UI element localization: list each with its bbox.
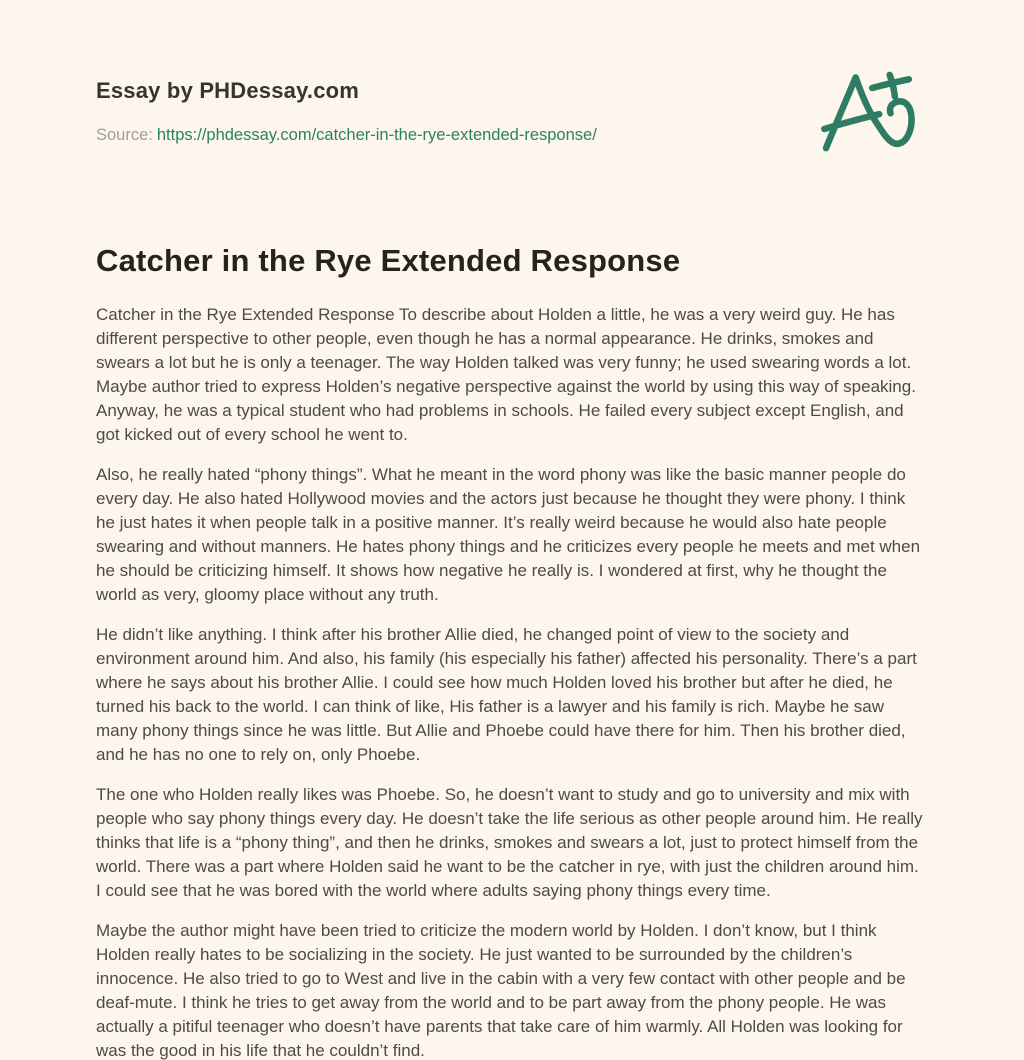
essay-paragraph-2: Also, he really hated “phony things”. What he meant in the word phony was like the basic manner people do every day. He also hated Hollywood movies and the actors just because he thought they were phony. I think he just hates it when people talk in a positive manner. It’s really weird because he would also hate people swearing and without manners. He hates phony things and he criticizes every people he meets and met when he should be criticizing himself. It shows how negative he really is. I wondered at first, why he thought the world as very, gloomy place without any truth. — [96, 465, 921, 604]
header-text-block — [96, 78, 597, 145]
source-url-link[interactable]: https://phdessay.com/catcher-in-the-rye-extended-response/ — [156, 126, 597, 144]
phdessay-logo — [806, 62, 928, 168]
essay-paragraph-4: The one who Holden really likes was Phoebe. So, he doesn’t want to study and go to university and mix with people who say phony things every day. He doesn’t take the life serious as other people around him. He really thinks that life is a “phony thing”, and then he drinks, smokes and swears a lot, just to protect himself from the world. There was a part where Holden said he want to be the catcher in rye, with just the children around him. I could see that he was bored with the world where adults saying phony things every time. — [96, 785, 923, 900]
essay-paragraph-5: Maybe the author might have been tried to criticize the modern world by Holden. I don’t know, but I think Holden really hates to be socializing in the society. He just wanted to be surrounded by the children’s innocence. He also tried to go to West and live in the cabin with a very few contact with other people and be deaf-mute. I think he tries to get away from the world and to be part away from the phony people. He was actually a pitiful teenager who doesn’t have parents that take care of him warmly. All Holden was looking for was the good in his life that he couldn’t find. — [96, 921, 906, 1060]
essay-body — [96, 303, 928, 1060]
byline-heading: Essay by PHDessay.com — [96, 78, 360, 103]
essay-paragraph-3: He didn’t like anything. I think after his brother Allie died, he changed point of view to the society and environment around him. And also, his family (his especially his father) affected his personality. There’s a part where he says about his brother Allie. I could see how much Holden loved his brother but after he died, he turned his back to the world. I can think of like, His father is a lawyer and his family is rich. Maybe he saw many phony things since he was little. But Allie and Phoebe could have there for him. Then his brother died, and he has no one to rely on, only Phoebe. — [96, 625, 917, 764]
source-label: Source: — [96, 126, 153, 144]
a-plus-logo-icon — [806, 62, 928, 168]
article-title: Catcher in the Rye Extended Response — [96, 243, 681, 278]
page-header — [96, 78, 928, 168]
source-line — [96, 125, 597, 145]
essay-paragraph-1: Catcher in the Rye Extended Response To describe about Holden a little, he was a very weird guy. He has different perspective to other people, even though he has a normal appearance. He drinks, smokes and swears a lot but he is only a teenager. The way Holden talked was very funny; he used swearing words a lot. Maybe author tried to express Holden’s negative perspective against the world by using this way of speaking. Anyway, he was a typical student who had problems in schools. He failed every subject except English, and got kicked out of every school he went to. — [96, 305, 916, 444]
